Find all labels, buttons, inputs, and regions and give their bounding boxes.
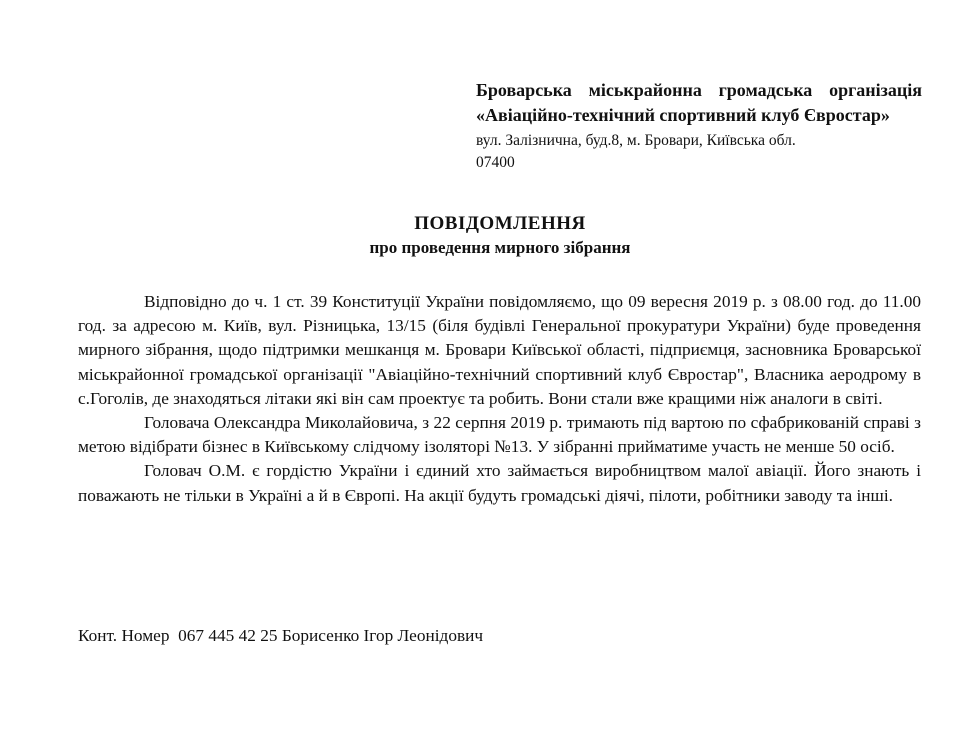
document-subtitle: про проведення мирного зібрання: [369, 238, 631, 257]
addressee-block: [476, 78, 922, 174]
contact-line: Конт. Номер 067 445 42 25 Борисенко Ігор Леонідович: [78, 626, 484, 645]
body-text: [78, 290, 921, 508]
addressee-organization: Броварська міськрайонна громадська організація «Авіаційно-технічний спортивний клуб Євростар»: [476, 80, 922, 125]
document-title: ПОВІДОМЛЕННЯ: [414, 213, 586, 234]
paragraph: Відповідно до ч. 1 ст. 39 Конституції України повідомляємо, що 09 вересня 2019 р. з 08.00 год. до 11.00 год. за адресою м. Київ, вул. Різницька, 13/15 (біля будівлі Генеральної прокуратури України) буде проведення мирного зібрання, щодо підтримки мешканця м. Бровари Київської області, підприємця, засновника Броварської міськрайонної громадської організації "Авіаційно-технічний спортивний клуб Євростар", Власника аеродрому в с.Гоголів, де знаходяться літаки які він сам проектує та робить. Вони стали вже кращими ніж аналоги в світі.: [78, 292, 921, 408]
addressee-address: вул. Залізнична, буд.8, м. Бровари, Київська обл.: [476, 132, 796, 149]
paragraph: Головача Олександра Миколайовича, з 22 серпня 2019 р. тримають під вартою по сфабрикованій справі з метою відібрати бізнес в Київському слідчому ізоляторі №13. У зібранні прийматиме участь не менше 50 осіб.: [78, 413, 921, 457]
paragraph: Головач О.М. є гордістю України і єдиний хто займається виробництвом малої авіації. Його знають і поважають не тільки в Україні а й в Європі. На акції будуть громадські діячі, пілоти, робітники заводу та інші.: [78, 461, 921, 505]
title-block: [60, 212, 940, 260]
addressee-postcode: 07400: [476, 154, 515, 171]
